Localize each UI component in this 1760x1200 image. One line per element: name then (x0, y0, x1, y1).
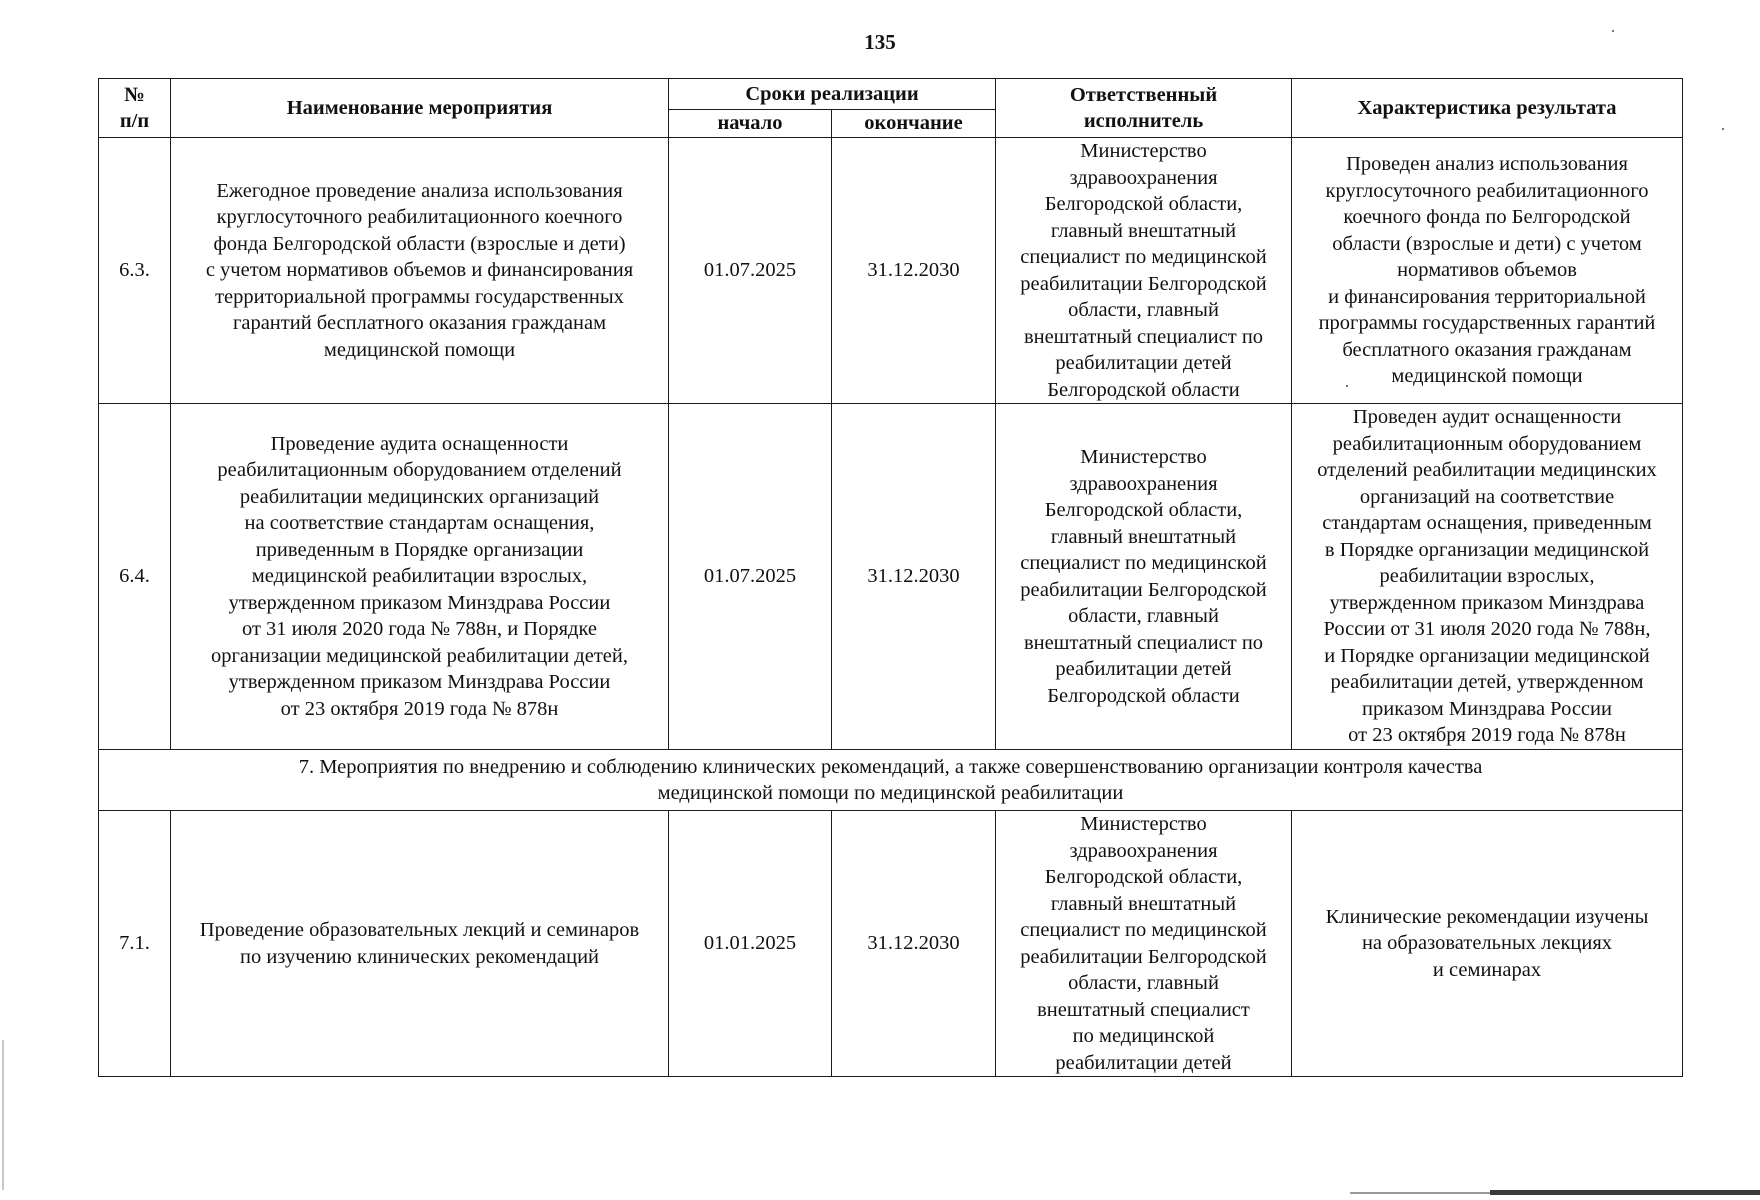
end-date: 31.12.2030 (832, 404, 996, 750)
start-date: 01.07.2025 (669, 138, 832, 404)
responsible-executor: Министерство здравоохранения Белгородской области, главный внештатный специалист по медицинской реабилитации Белгородской области, главный внештатный специалист по реабилитации детей Белгородской области (996, 138, 1292, 404)
table-row (99, 404, 1683, 750)
header-row (99, 79, 1683, 110)
table-row (99, 138, 1683, 404)
scan-edge-mark (2, 1040, 4, 1190)
responsible-executor: Министерство здравоохранения Белгородской области, главный внештатный специалист по медицинской реабилитации Белгородской области, главный внештатный специалист по медицинской реабилитации детей (996, 811, 1292, 1077)
end-date: 31.12.2030 (832, 138, 996, 404)
result-description: Клинические рекомендации изучены на образовательных лекциях и семинарах (1292, 811, 1683, 1077)
start-date: 01.07.2025 (669, 404, 832, 750)
row-number: 7.1. (99, 811, 171, 1077)
table-row (99, 811, 1683, 1077)
header-num: № п/п (99, 79, 171, 138)
header-end: окончание (832, 110, 996, 138)
section-row (99, 750, 1683, 811)
scan-speck (1346, 385, 1348, 387)
header-responsible: Ответственный исполнитель (996, 79, 1292, 138)
row-number: 6.3. (99, 138, 171, 404)
event-name: Ежегодное проведение анализа использования круглосуточного реабилитационного коечного фонда Белгородской области (взрослые и дети) с учетом нормативов объемов и финансирования территориальной программы государственных гарантий бесплатного оказания гражданам медицинской помощи (171, 138, 669, 404)
scan-speck (1612, 30, 1614, 32)
header-terms: Сроки реализации (669, 79, 996, 110)
end-date: 31.12.2030 (832, 811, 996, 1077)
events-table (98, 78, 1683, 1077)
header-name: Наименование мероприятия (171, 79, 669, 138)
start-date: 01.01.2025 (669, 811, 832, 1077)
page-number: 135 (864, 30, 896, 54)
event-name: Проведение аудита оснащенности реабилитационным оборудованием отделений реабилитации медицинских организаций на соответствие стандартам оснащения, приведенным в Порядке организации медицинской реабилитации взрослых, утвержденном приказом Минздрава России от 31 июля 2020 года № 788н, и Порядке организации медицинской реабилитации детей, утвержденном приказом Минздрава России от 23 октября 2019 года № 878н (171, 404, 669, 750)
scan-speck (1722, 128, 1724, 130)
result-description: Проведен аудит оснащенности реабилитационным оборудованием отделений реабилитации медицинских организаций на соответствие стандартам оснащения, приведенным в Порядке организации медицинской реабилитации взрослых, утвержденном приказом Минздрава России от 31 июля 2020 года № 788н, и Порядке организации медицинской реабилитации детей, утвержденном приказом Минздрава России от 23 октября 2019 года № 878н (1292, 404, 1683, 750)
event-name: Проведение образовательных лекций и семинаров по изучению клинических рекомендаций (171, 811, 669, 1077)
header-result: Характеристика результата (1292, 79, 1683, 138)
scan-shadow-line (1350, 1192, 1490, 1194)
section-title: 7. Мероприятия по внедрению и соблюдению клинических рекомендаций, а также совершенствованию организации контроля качества медицинской помощи по медицинской реабилитации (99, 750, 1683, 811)
result-description: Проведен анализ использования круглосуточного реабилитационного коечного фонда по Белгородской области (взрослые и дети) с учетом нормативов объемов и финансирования территориальной программы государственных гарантий бесплатного оказания гражданам медицинской помощи (1292, 138, 1683, 404)
row-number: 6.4. (99, 404, 171, 750)
header-start: начало (669, 110, 832, 138)
scan-shadow-bar (1490, 1190, 1760, 1195)
responsible-executor: Министерство здравоохранения Белгородской области, главный внештатный специалист по медицинской реабилитации Белгородской области, главный внештатный специалист по реабилитации детей Белгородской области (996, 404, 1292, 750)
